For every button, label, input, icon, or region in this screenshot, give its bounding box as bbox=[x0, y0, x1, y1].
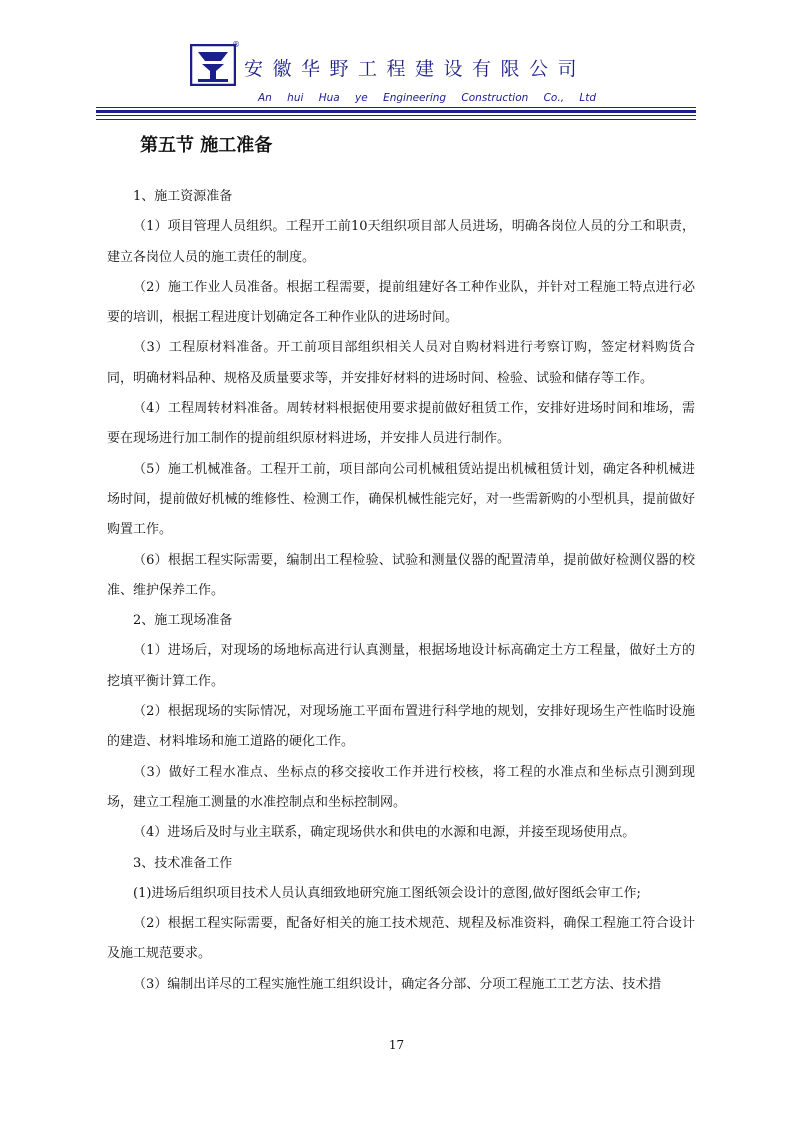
header-rule-bottom bbox=[96, 119, 696, 120]
paragraph: （1）项目管理人员组织。工程开工前10天组织项目部人员进场，明确各岗位人员的分工和职责，建立各岗位人员的施工责任的制度。 bbox=[107, 219, 695, 265]
paragraph: （2）施工作业人员准备。根据工程需要，提前组建好各工种作业队，并针对工程施工特点进行必要的培训，根据工程进度计划确定各工种作业队的进场时间。 bbox=[107, 279, 695, 326]
header-rule-thick bbox=[96, 110, 696, 113]
company-name-en: An hui Hua ye Engineering Construction Co., Ltd bbox=[258, 92, 597, 104]
paragraph: （4）工程周转材料准备。周转材料根据使用要求提前做好租赁工作，安排好进场时间和堆场，需要在现场进行加工制作的提前组织原材料进场，并安排人员进行制作。 bbox=[107, 401, 695, 447]
company-name-cn: 安徽华野工程建设有限公司 bbox=[244, 58, 587, 80]
registered-mark: ® bbox=[232, 40, 240, 49]
paragraph: （3）编制出详尽的工程实施性施工组织设计，确定各分部、分项工程施工工艺方法、技术措 bbox=[133, 976, 662, 992]
company-logo-icon bbox=[190, 44, 236, 86]
paragraph: （5）施工机械准备。工程开工前，项目部向公司机械租赁站提出机械租赁计划，确定各种机械进场时间，提前做好机械的维修性、检测工作，确保机械性能完好，对一些需新购的小型机具，提前做好购置工作。 bbox=[107, 461, 695, 538]
section-title: 第五节 施工准备 bbox=[140, 135, 273, 156]
page-number: 17 bbox=[388, 1038, 405, 1052]
paragraph: (1)进场后组织项目技术人员认真细致地研究施工图纸领会设计的意图,做好图纸会审工作; bbox=[133, 885, 641, 901]
header-rule-mid bbox=[96, 115, 696, 116]
paragraph: （2）根据工程实际需要，配备好相关的施工技术规范、规程及标准资料，确保工程施工符合设计及施工规范要求。 bbox=[107, 916, 695, 962]
paragraph: （2）根据现场的实际情况，对现场施工平面布置进行科学地的规划，安排好现场生产性临时设施的建造、材料堆场和施工道路的硬化工作。 bbox=[107, 704, 695, 750]
paragraph: （6）根据工程实际需要，编制出工程检验、试验和测量仪器的配置清单，提前做好检测仪器的校准、维护保养工作。 bbox=[107, 552, 695, 598]
subheading-resources: 1、施工资源准备 bbox=[133, 189, 233, 204]
paragraph: （1）进场后，对现场的场地标高进行认真测量，根据场地设计标高确定土方工程量，做好土方的挖填平衡计算工作。 bbox=[107, 643, 695, 689]
subheading-site: 2、施工现场准备 bbox=[133, 613, 233, 629]
paragraph: （4）进场后及时与业主联系，确定现场供水和供电的水源和电源，并接至现场使用点。 bbox=[133, 825, 636, 841]
paragraph: （3）做好工程水准点、坐标点的移交接收工作并进行校核，将工程的水准点和坐标点引测到现场，建立工程施工测量的水准控制点和坐标控制网。 bbox=[107, 764, 695, 810]
paragraph: （3）工程原材料准备。开工前项目部组织相关人员对自购材料进行考察订购，签定材料购货合同，明确材料品种、规格及质量要求等，并安排好材料的进场时间、检验、试验和储存等工作。 bbox=[107, 340, 695, 386]
page-header bbox=[0, 0, 793, 124]
document-body bbox=[107, 182, 695, 1000]
subheading-technical: 3、技术准备工作 bbox=[133, 855, 233, 871]
header-rule-top bbox=[96, 107, 696, 108]
